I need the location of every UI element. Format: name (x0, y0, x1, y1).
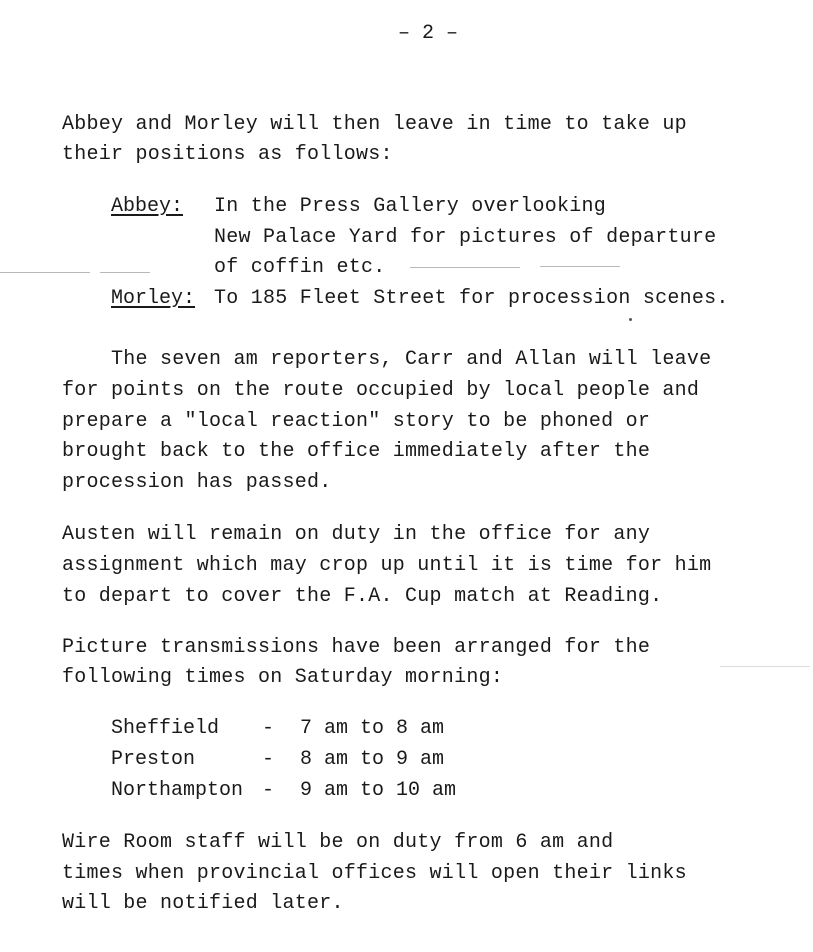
schedule-dash: - (262, 779, 275, 802)
paragraph-5-line-1: Wire Room staff will be on duty from 6 am and (62, 831, 614, 854)
paragraph-5-line-2: times when provincial offices will open their links (62, 862, 687, 885)
paragraph-2-line-2: for points on the route occupied by local people and (62, 379, 700, 402)
paragraph-1-line-1: Abbey and Morley will then leave in time to take up (62, 113, 687, 136)
paragraph-4-line-1: Picture transmissions have been arranged for the (62, 636, 651, 659)
page-number: – 2 – (398, 22, 459, 45)
schedule-time-sheffield: 7 am to 8 am (300, 717, 445, 740)
paragraph-2-line-3: prepare a "local reaction" story to be phoned or (62, 410, 651, 433)
paragraph-2-line-4: brought back to the office immediately after the (62, 440, 651, 463)
schedule-place-sheffield: Sheffield (111, 717, 220, 740)
scan-fold-line (540, 266, 620, 267)
paragraph-2-line-5: procession has passed. (62, 471, 332, 494)
scan-fold-line (100, 272, 150, 273)
paragraph-1-line-2: their positions as follows: (62, 143, 393, 166)
scan-fold-line (720, 666, 810, 667)
schedule-dash: - (262, 717, 275, 740)
paragraph-3-line-2: assignment which may crop up until it is time for him (62, 554, 712, 577)
paragraph-3-line-3: to depart to cover the F.A. Cup match at Reading. (62, 585, 663, 608)
paragraph-3-line-1: Austen will remain on duty in the office for any (62, 523, 651, 546)
scan-fold-line (410, 267, 520, 268)
position-name-morley: Morley: (111, 287, 196, 310)
paragraph-2-line-1: The seven am reporters, Carr and Allan will leave (111, 348, 712, 371)
position-morley-line-1: To 185 Fleet Street for procession scenes. (214, 287, 729, 310)
schedule-place-preston: Preston (111, 748, 196, 771)
position-abbey-line-2: New Palace Yard for pictures of departure (214, 226, 717, 249)
paragraph-5-line-3: will be notified later. (62, 892, 344, 915)
position-abbey-line-3: of coffin etc. (214, 256, 386, 279)
paragraph-4-line-2: following times on Saturday morning: (62, 666, 504, 689)
schedule-place-northampton: Northampton (111, 779, 244, 802)
schedule-dash: - (262, 748, 275, 771)
schedule-time-preston: 8 am to 9 am (300, 748, 445, 771)
position-abbey-line-1: In the Press Gallery overlooking (214, 195, 607, 218)
scan-speck (629, 318, 632, 321)
position-name-abbey: Abbey: (111, 195, 184, 218)
schedule-time-northampton: 9 am to 10 am (300, 779, 457, 802)
scan-fold-line (0, 272, 90, 273)
